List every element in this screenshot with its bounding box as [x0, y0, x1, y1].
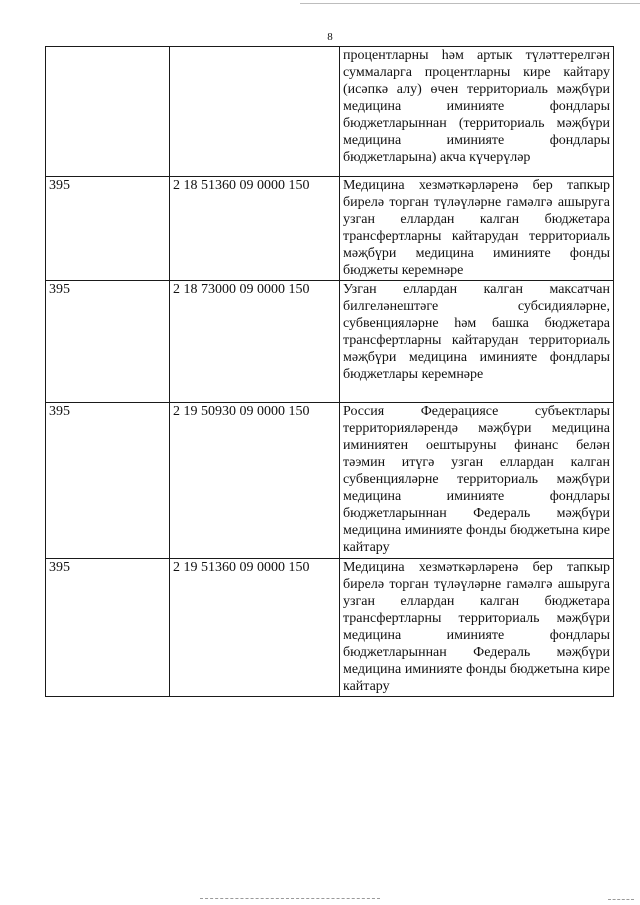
- scan-edge-mark: [200, 898, 380, 902]
- description-cell: Россия Федерациясе субъектлары территорияләрендә мәҗбүри медицина иминиятен оештыруны финанс белән тәэмин итүгә узган еллардан калган субвенцияләрне территориаль мәҗбүри медицина иминияте фондлары бюджетларыннан Федераль мәҗбүри медицина иминияте фонды бюджетына кире кайтару: [340, 403, 614, 559]
- budget-code-cell: 2 18 73000 09 0000 150: [170, 281, 340, 403]
- description-cell: Медицина хезмәткәрләренә бер тапкыр бирелә торган түләүләрне гамәлгә ашыруга узган еллардан калган бюджетара трансфертларны кайтарудан территориаль мәҗбүри медицина иминияте фонды бюджеты керемнәре: [340, 177, 614, 281]
- budget-codes-table: [45, 46, 614, 697]
- admin-code-cell: 395: [46, 281, 170, 403]
- table-row: [46, 403, 614, 559]
- description-cell: процентларны һәм артык түләттерелгән суммаларга процентларны кире кайтару (исәпкә алу) өчен территориаль мәҗбүри медицина иминияте фондлары бюджетларыннан (территориаль мәҗбүри медицина иминияте фондлары бюджетларына) акча күчерүләр: [340, 47, 614, 177]
- admin-code-cell: [46, 47, 170, 177]
- table-row: [46, 177, 614, 281]
- page-number: 8: [327, 31, 333, 43]
- description-cell: Узган еллардан калган максатчан билгеләнештәге субсидияләрне, субвенцияләрне һәм башка бюджетара трансфертларны кайтарудан территориаль мәҗбүри медицина иминияте фондлары бюджетлары керемнәре: [340, 281, 614, 403]
- scan-edge-mark: [300, 3, 640, 4]
- table-row: [46, 281, 614, 403]
- table-row: [46, 47, 614, 177]
- scan-edge-mark: [608, 899, 634, 903]
- budget-code-cell: 2 19 51360 09 0000 150: [170, 559, 340, 697]
- table-row: [46, 559, 614, 697]
- budget-code-cell: [170, 47, 340, 177]
- admin-code-cell: 395: [46, 559, 170, 697]
- description-cell: Медицина хезмәткәрләренә бер тапкыр бирелә торган түләүләрне гамәлгә ашыруга узган еллардан калган бюджетара трансфертларны территориаль мәҗбүри медицина иминияте фондлары бюджетларыннан Федераль мәҗбүри медицина иминияте фонды бюджетына кире кайтару: [340, 559, 614, 697]
- admin-code-cell: 395: [46, 403, 170, 559]
- budget-code-cell: 2 19 50930 09 0000 150: [170, 403, 340, 559]
- admin-code-cell: 395: [46, 177, 170, 281]
- budget-code-cell: 2 18 51360 09 0000 150: [170, 177, 340, 281]
